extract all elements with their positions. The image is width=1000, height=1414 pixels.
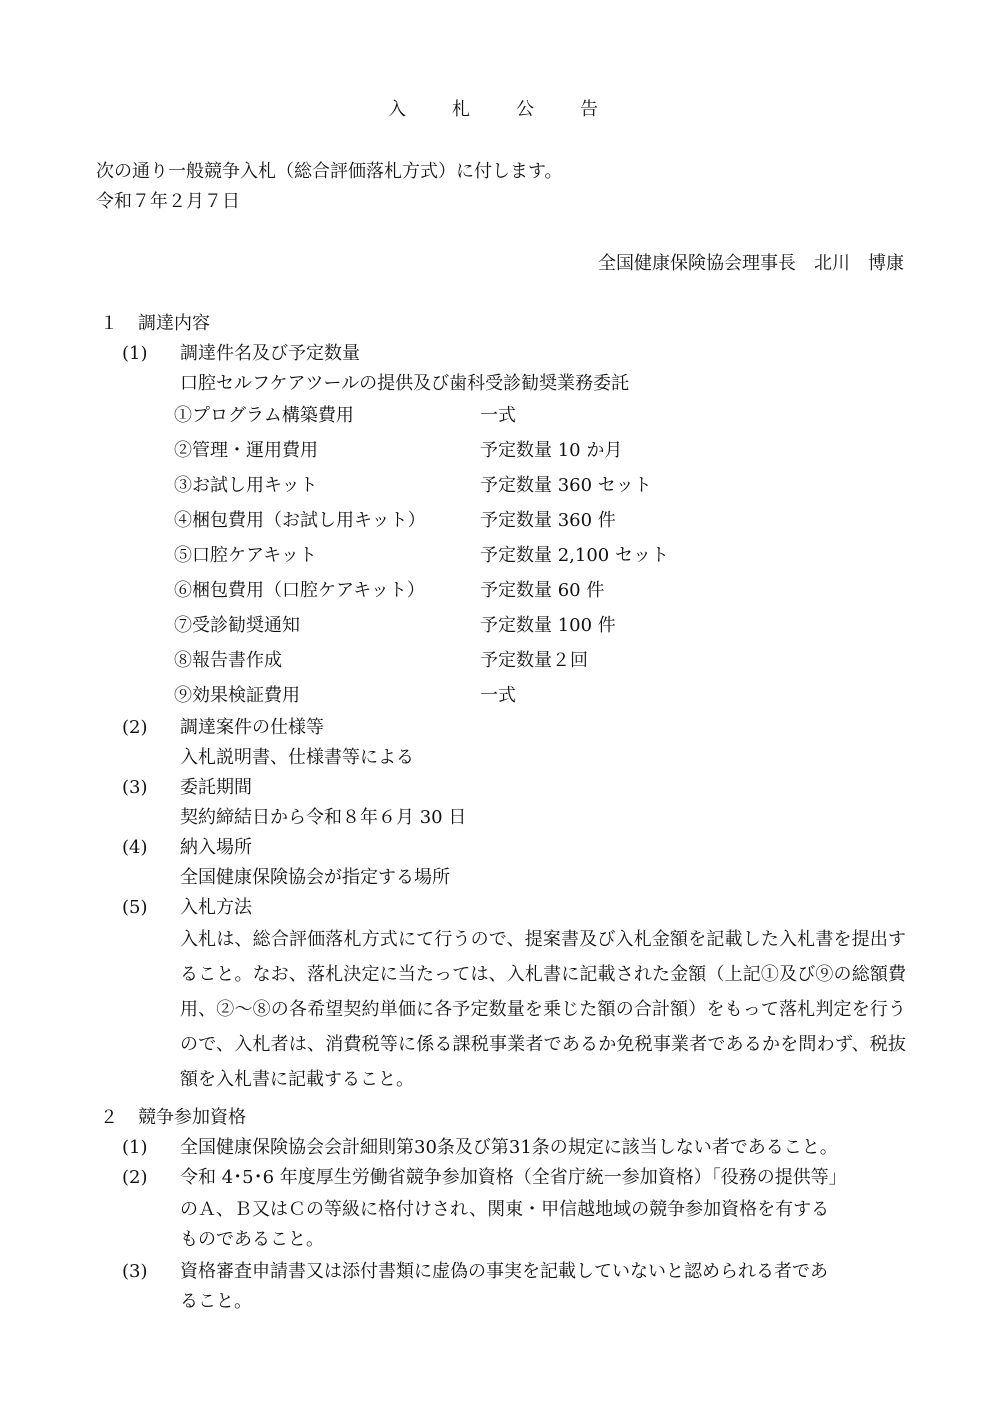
subsection-label: (3) [122,777,148,798]
section-1-heading [100,312,210,336]
qualification-label: (3) [122,1261,148,1282]
subsection-heading: 入札方法 [180,897,252,918]
section-title: 競争参加資格 [138,1107,246,1128]
item-quantity: 予定数量 60 件 [480,580,605,601]
item-quantity: 予定数量 360 件 [480,510,616,531]
signer: 全国健康保険協会理事長 北川 博康 [598,253,904,274]
qualification-line: 全国健康保険協会会計細則第30条及び第31条の規定に該当しない者であること。 [180,1137,838,1158]
subsection-label: (4) [122,837,148,858]
item-quantity: 予定数量 10 か月 [480,440,623,461]
item-name: ⑧報告書作成 [174,650,282,671]
item-quantity: 予定数量 360 セット [480,475,652,496]
notice-date: 令和７年２月７日 [96,191,240,212]
qualification-line: 資格審査申請書又は添付書類に虚偽の事実を記載していないと認められる者であ [180,1261,828,1282]
subsection-label: (5) [122,897,148,918]
item-quantity: 一式 [480,685,516,706]
item-quantity: 予定数量２回 [480,650,588,671]
item-name: ①プログラム構築費用 [174,405,354,426]
item-name: ⑤口腔ケアキット [174,545,317,566]
subsection-heading: 納入場所 [180,837,252,858]
item-name: ⑨効果検証費用 [174,685,300,706]
subsection-heading: 委託期間 [180,777,252,798]
subsection-heading: 調達件名及び予定数量 [180,343,360,364]
item-quantity: 一式 [480,405,516,426]
item-name: ②管理・運用費用 [174,440,318,461]
item-quantity: 予定数量 100 件 [480,615,616,636]
document-title: 入 札 公 告 [388,99,612,120]
section-number: ２ [100,1107,118,1128]
qualification-label: (2) [122,1167,148,1188]
intro-text: 次の通り一般競争入札（総合評価落札方式）に付します。 [96,161,563,182]
bidding-method-paragraph [180,922,906,1097]
subsection-label: (1) [122,343,148,364]
contract-period: 契約締結日から令和８年６月 30 日 [180,807,467,828]
section-2-heading [100,1106,246,1130]
qualification-line: ものであること。 [180,1229,324,1250]
item-name: ⑦受診勧奨通知 [174,615,300,636]
item-name: ⑥梱包費用（口腔ケアキット） [174,580,425,601]
qualification-line: 令和 4･5･6 年度厚生労働省競争参加資格（全省庁統一参加資格）「役務の提供等」 [180,1167,847,1188]
subsection-heading: 調達案件の仕様等 [180,717,324,738]
subsection-text: 入札説明書、仕様書等による [180,747,414,768]
qualification-line: のＡ、Ｂ又はＣの等級に格付けされ、関東・甲信越地域の競争参加資格を有する [180,1199,830,1220]
paragraph-text: 入札は、総合評価落札方式にて行うので、提案書及び入札金額を記載した入札書を提出すること。なお、落札決定に当たっては、入札書に記載された金額（上記①及び⑨の総額費用、②～⑧の各希望契約単価に各予定数量を乗じた額の合計額）をもって落札判定を行うので、入札者は、消費税等に係る課税事業者であるか免税事業者であるかを問わず、税抜額を入札書に記載すること。 [180,929,906,1090]
item-quantity: 予定数量 2,100 セット [480,545,669,566]
item-name: ③お試し用キット [174,475,318,496]
qualification-label: (1) [122,1137,148,1158]
subsection-label: (2) [122,717,148,738]
qualification-line: ること。 [180,1291,252,1312]
item-name: ④梱包費用（お試し用キット） [174,510,426,531]
delivery-place: 全国健康保険協会が指定する場所 [180,867,450,888]
section-title: 調達内容 [138,313,210,334]
procurement-subject: 口腔セルフケアツールの提供及び歯科受診勧奨業務委託 [180,373,630,394]
section-number: １ [100,313,118,334]
